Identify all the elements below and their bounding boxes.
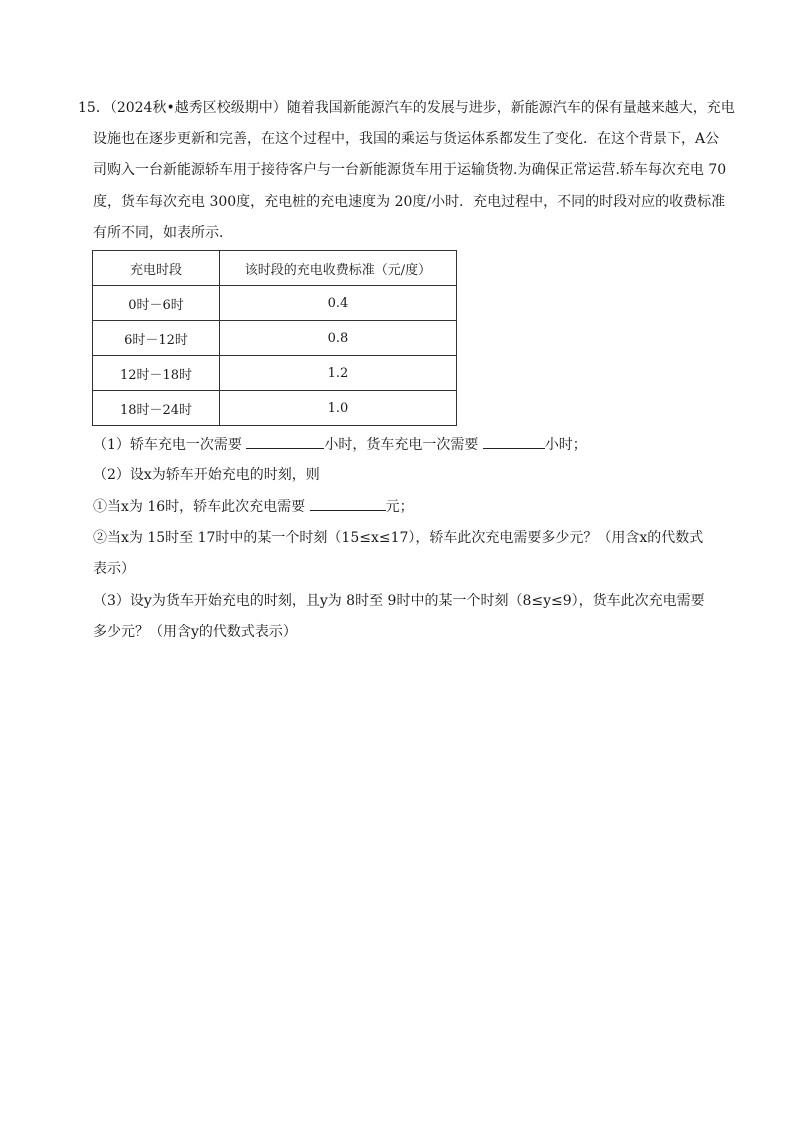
answer-blank-cost[interactable] [310, 496, 386, 511]
table-cell-rate: 1.2 [220, 356, 457, 391]
question-stem-line-1: 15．（2024秋•越秀区校级期中）随着我国新能源汽车的发展与进步，新能源汽车的保有量越来越大，充电 [78, 100, 735, 116]
table-header-row [93, 251, 457, 286]
table-header-cell: 该时段的充电收费标准（元/度） [220, 251, 457, 286]
question-number: 15． [78, 100, 110, 116]
question-stem-line-2: 设施也在逐步更新和完善，在这个过程中，我国的乘运与货运体系都发生了变化．在这个背景下，A公 [93, 131, 720, 147]
part-3-line-1: （3）设y为货车开始充电的时刻，且y为 8时至 9时中的某一个时刻（8≤y≤9），货车此次充电需要 [93, 593, 705, 609]
charging-fee-table [92, 250, 457, 426]
part-2: （2）设x为轿车开始充电的时刻，则 [93, 467, 320, 483]
table-cell-period: 0时－6时 [93, 286, 220, 321]
table-header-cell: 充电时段 [93, 251, 220, 286]
table-row [93, 356, 457, 391]
part-1: （1）轿车充电一次需要 小时，货车充电一次需要 小时； [93, 434, 587, 455]
table-row [93, 391, 457, 426]
table-cell-period: 12时－18时 [93, 356, 220, 391]
question-stem-line-4: 度，货车每次充电 300度，充电桩的充电速度为 20度/小时．充电过程中，不同的时段对应的收费标准 [93, 194, 726, 210]
table-cell-period: 18时－24时 [93, 391, 220, 426]
part-2-2-line-2: 表示） [93, 561, 135, 577]
table-cell-rate: 1.0 [220, 391, 457, 426]
answer-blank-truck-hours[interactable] [483, 434, 545, 449]
question-stem-line-3: 司购入一台新能源轿车用于接待客户与一台新能源货车用于运输货物.为确保正常运营.轿车每次充电 70 [93, 162, 727, 178]
part-2-1: ①当x为 16时，轿车此次充电需要 元； [93, 496, 414, 517]
question-stem-line-5: 有所不同，如表所示． [93, 225, 233, 241]
table-cell-rate: 0.4 [220, 286, 457, 321]
part-3-line-2: 多少元？（用含y的代数式表示） [93, 624, 297, 640]
table-row [93, 286, 457, 321]
answer-blank-car-hours[interactable] [246, 434, 324, 449]
table-cell-period: 6时－12时 [93, 321, 220, 356]
part-2-2-line-1: ②当x为 15时至 17时中的某一个时刻（15≤x≤17），轿车此次充电需要多少元？（用含x的代数式 [93, 530, 704, 546]
table-row [93, 321, 457, 356]
table-cell-rate: 0.8 [220, 321, 457, 356]
